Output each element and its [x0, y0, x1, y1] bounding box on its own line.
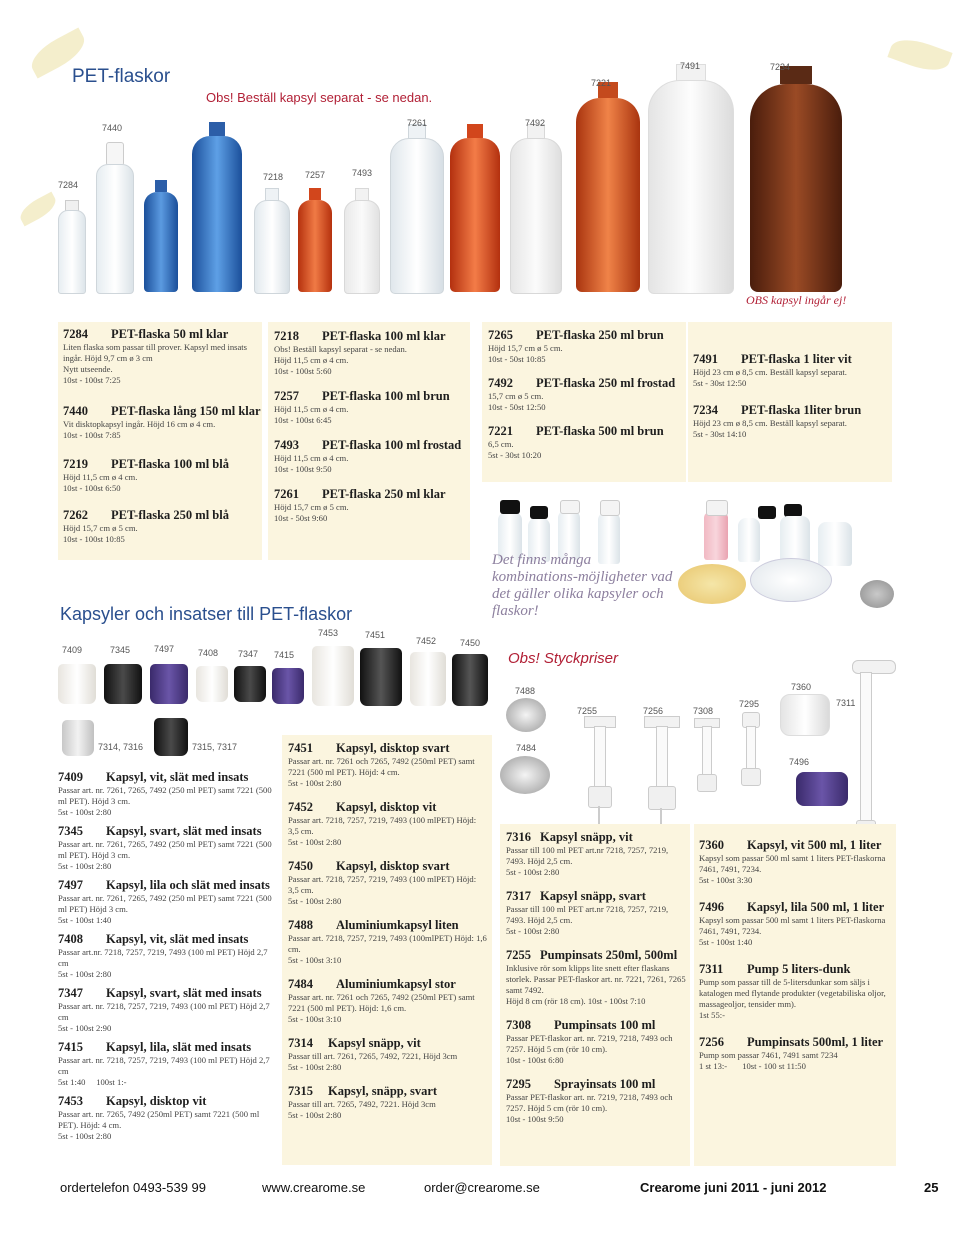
bottle-7219 — [144, 180, 178, 292]
bottle-7221 — [576, 82, 640, 292]
bottle-7261 — [390, 124, 442, 292]
cap-7450 — [452, 654, 488, 706]
bottle-7257 — [298, 188, 332, 292]
product-7491: 7491 PET-flaska 1 liter vit Höjd 23 cm ø 8,5 cm. Beställ kapsyl separat. 5st - 30st 12:50 — [693, 352, 852, 388]
label-7234: 7234 — [770, 62, 791, 72]
bottle-7218 — [254, 188, 288, 292]
pump-7256 — [640, 716, 684, 826]
label-7451: 7451 — [365, 630, 386, 640]
caps-col4 — [694, 824, 896, 1166]
label-7491: 7491 — [680, 61, 701, 71]
label-7221: 7221 — [591, 78, 612, 88]
label-7255: 7255 — [577, 706, 598, 716]
product-7484: 7484 Aluminiumkapsyl stor Passar art. nr. 7261 och 7265, 7492 (250ml PET) samt 7221 (500 ml PET). Höjd: 1,6 cm. 5st - 100st 3:10 — [288, 977, 475, 1024]
pump-7311 — [852, 660, 902, 840]
label-7453: 7453 — [318, 628, 339, 638]
footer-email-link[interactable]: order@crearome.se — [424, 1180, 540, 1195]
caps-col3 — [500, 824, 690, 1166]
product-7308: 7308 Pumpinsats 100 ml Passar PET-flaskor art. nr. 7219, 7218, 7493 och 7257. Höjd 5 cm (rör 10 cm). 10st - 100st 6:80 — [506, 1018, 673, 1065]
cap-7408 — [196, 666, 228, 702]
label-7315-7317: 7315, 7317 — [192, 742, 238, 752]
label-7345: 7345 — [110, 645, 131, 655]
product-7265: 7265 PET-flaska 250 ml brun Höjd 15,7 cm ø 5 cm. 10st - 50st 10:85 — [488, 328, 664, 364]
product-7255: 7255 Pumpinsats 250ml, 500ml Inklusive rör som klipps lite snett efter flaskans storlek. Passar PET-flaskor art. nr. 7221, 7261, 7265 samt 7492. Höjd 8 cm (rör 18 cm). 10st - 100st 7:10 — [506, 948, 686, 1006]
product-7453: 7453 Kapsyl, disktop vit Passar art. nr. 7265, 7492 (250ml PET) samt 7221 (500 ml PET). Höjd: 4 cm. 5st - 100st 2:80 — [58, 1094, 260, 1141]
product-7497: 7497 Kapsyl, lila och slät med insats Passar art. nr. 7261, 7265, 7492 (250 ml PET) samt 7221 (500 ml PET) Höjd 3 cm. 5st - 100st 1:40 — [58, 878, 272, 925]
product-7345: 7345 Kapsyl, svart, slät med insats Passar art. nr. 7261, 7265, 7492 (250 ml PET) samt 7221 (500 ml PET). Höjd 3 cm. 5st - 100st 2:80 — [58, 824, 272, 871]
product-7218: 7218 PET-flaska 100 ml klar Obs! Beställ kapsyl separat - se nedan. Höjd 11,5 cm ø 4 cm. 10st - 100st 5:60 — [274, 329, 446, 376]
bottle-7440 — [96, 142, 132, 292]
cap-7415 — [272, 668, 304, 704]
cap-7452 — [410, 652, 446, 706]
label-7484: 7484 — [516, 743, 537, 753]
product-7440: 7440 PET-flaska lång 150 ml klar Vit disktopkapsyl ingår. Höjd 16 cm ø 4 cm. 10st - 100st 7:85 — [63, 404, 261, 440]
label-7497: 7497 — [154, 644, 175, 654]
pump-7255 — [580, 716, 620, 826]
label-7492: 7492 — [525, 118, 546, 128]
label-7308: 7308 — [693, 706, 714, 716]
product-7493: 7493 PET-flaska 100 ml frostad Höjd 11,5 cm ø 4 cm. 10st - 100st 9:50 — [274, 438, 462, 474]
label-7347: 7347 — [238, 649, 259, 659]
label-7415: 7415 — [274, 650, 295, 660]
pump-7308 — [692, 718, 722, 808]
product-7221: 7221 PET-flaska 500 ml brun 6,5 cm. 5st - 30st 10:20 — [488, 424, 664, 460]
spray-7295 — [736, 712, 766, 802]
label-7295: 7295 — [739, 699, 760, 709]
product-7219: 7219 PET-flaska 100 ml blå Höjd 11,5 cm ø 4 cm. 10st - 100st 6:50 — [63, 457, 229, 493]
bottle-7234 — [750, 66, 842, 292]
label-7450: 7450 — [460, 638, 481, 648]
cap-7360 — [780, 694, 830, 736]
product-7256: 7256 Pumpinsats 500ml, 1 liter Pump som passar 7461, 7491 samt 7234 1 st 13:- 10st - 100 st 11:50 — [699, 1035, 884, 1071]
product-7347: 7347 Kapsyl, svart, slät med insats Passar art. nr. 7218, 7257, 7219, 7493 (100 ml PET) Höjd 2,7 cm 5st - 100st 2:90 — [58, 986, 270, 1033]
bottles-photo — [50, 60, 870, 292]
page-title: PET-flaskor — [72, 66, 171, 87]
product-7360: 7360 Kapsyl, vit 500 ml, 1 liter Kapsyl som passar 500 ml samt 1 liters PET-flaskorna 7461, 7491, 7234. 5st - 100st 3:30 — [699, 838, 886, 885]
label-7261: 7261 — [407, 118, 428, 128]
cap-7484 — [500, 756, 550, 794]
label-7284: 7284 — [58, 180, 79, 190]
bottle-7284 — [58, 200, 84, 292]
label-7493: 7493 — [352, 168, 373, 178]
product-7317: 7317 Kapsyl snäpp, svart Passar till 100 ml PET art.nr 7218, 7257, 7219, 7493. Höjd 2,5 cm. 5st - 100st 2:80 — [506, 889, 669, 936]
label-7311: 7311 — [836, 698, 856, 708]
product-7451: 7451 Kapsyl, disktop svart Passar art. nr. 7261 och 7265, 7492 (250ml PET) samt 7221 (500 ml PET). Höjd: 4 cm. 5st - 100st 2:80 — [288, 741, 475, 788]
label-7496: 7496 — [789, 757, 810, 767]
product-box-col1 — [58, 322, 262, 560]
obs-cap-note: OBS kapsyl ingår ej! — [746, 293, 847, 307]
product-7316: 7316 Kapsyl snäpp, vit Passar till 100 ml PET art.nr 7218, 7257, 7219, 7493. Höjd 2,5 cm. 5st - 100st 2:80 — [506, 830, 669, 877]
unit-price-note: Obs! Styckpriser — [508, 650, 619, 667]
product-7408: 7408 Kapsyl, vit, slät med insats Passar art.nr. 7218, 7257, 7219, 7493 (100 ml PET) Höjd 2,7 cm 5st - 100st 2:80 — [58, 932, 268, 979]
product-7450: 7450 Kapsyl, disktop svart Passar art. 7218, 7257, 7219, 7493 (100 mlPET) Höjd: 3,5 cm. 5st - 100st 2:80 — [288, 859, 477, 906]
page-number: 25 — [924, 1180, 939, 1195]
bottle-7262 — [192, 122, 242, 292]
cap-7314-7316 — [62, 720, 94, 756]
decor-leaf-right — [887, 33, 952, 78]
product-7488: 7488 Aluminiumkapsyl liten Passar art. 7218, 7257, 7219, 7493 (100mlPET) Höjd: 1,6 cm. 5st - 100st 3:10 — [288, 918, 487, 965]
product-7284: 7284 PET-flaska 50 ml klar Liten flaska som passar till prover. Kapsyl med insats ingår. Höjd 9,7 cm ø 3 cm Nytt utseende. 10st - 100st 7:25 — [63, 327, 248, 385]
caps-col2 — [282, 735, 492, 1165]
product-7492: 7492 PET-flaska 250 ml frostad 15,7 cm ø 5 cm. 10st - 50st 12:50 — [488, 376, 676, 412]
cap-7451 — [360, 648, 402, 706]
label-7452: 7452 — [416, 636, 437, 646]
label-7488: 7488 — [515, 686, 536, 696]
product-box-col3 — [482, 322, 686, 482]
product-7409: 7409 Kapsyl, vit, slät med insats Passar art. nr. 7261, 7265, 7492 (250 ml PET) samt 7221 (500 ml PET). Höjd 3 cm. 5st - 100st 2:80 — [58, 770, 272, 817]
product-7314: 7314 Kapsyl snäpp, vit Passar till art. 7261, 7265, 7492, 7221, Höjd 3cm 5st - 100st 2:80 — [288, 1036, 458, 1072]
bottle-7493 — [344, 188, 378, 292]
product-7315: 7315 Kapsyl, snäpp, svart Passar till art. 7265, 7492, 7221. Höjd 3cm 5st - 100st 2:80 — [288, 1084, 438, 1120]
product-7257: 7257 PET-flaska 100 ml brun Höjd 11,5 cm ø 4 cm. 10st - 100st 6:45 — [274, 389, 450, 425]
product-7234: 7234 PET-flaska 1liter brun Höjd 23 cm ø 8,5 cm. Beställ kapsyl separat. 5st - 30st 14:10 — [693, 403, 862, 439]
product-7295: 7295 Sprayinsats 100 ml Passar PET-flaskor art. nr. 7219, 7218, 7493 och 7257. Höjd 5 cm (rör 10 cm). 10st - 100st 9:50 — [506, 1077, 673, 1124]
product-box-col2 — [268, 322, 470, 560]
caps-section-title: Kapsyler och insatser till PET-flaskor — [60, 604, 353, 624]
label-7408: 7408 — [198, 648, 219, 658]
cap-7488 — [506, 698, 546, 732]
bottle-7491 — [648, 64, 732, 292]
cap-7453 — [312, 646, 354, 706]
order-note: Obs! Beställ kapsyl separat - se nedan. — [206, 90, 433, 105]
product-7496: 7496 Kapsyl, lila 500 ml, 1 liter Kapsyl som passar 500 ml samt 1 liters PET-flaskorna 7461, 7491, 7234. 5st - 100st 1:40 — [699, 900, 886, 947]
label-7257: 7257 — [305, 170, 326, 180]
footer-website-link[interactable]: www.crearome.se — [262, 1180, 366, 1195]
cap-7315-7317 — [154, 718, 188, 756]
caps-col1 — [58, 770, 273, 1168]
footer-catalog-title: Crearome juni 2011 - juni 2012 — [640, 1180, 827, 1195]
cap-7345 — [104, 664, 142, 704]
bottle-7265 — [450, 124, 500, 292]
cap-7497 — [150, 664, 188, 704]
product-7262: 7262 PET-flaska 250 ml blå Höjd 15,7 cm ø 5 cm. 10st - 100st 10:85 — [63, 508, 229, 544]
cap-7409 — [58, 664, 96, 704]
product-7311: 7311 Pump 5 liters-dunk Pump som passar till de 5-litersdunkar som säljs i katalogen med flytande produkter (vegetabiliska oljor, massageoljor, tensider mm). 1st 55:- — [699, 962, 886, 1020]
label-7409: 7409 — [62, 645, 83, 655]
label-7314-7316: 7314, 7316 — [98, 742, 144, 752]
product-box-col4 — [688, 322, 892, 482]
combination-note: Det finns många kombinations-möjligheter vad det gäller olika kapsyler och flaskor! — [492, 552, 673, 619]
bottle-7492 — [510, 124, 560, 292]
footer-phone: ordertelefon 0493-539 99 — [60, 1180, 207, 1195]
label-7218: 7218 — [263, 172, 284, 182]
product-7261: 7261 PET-flaska 250 ml klar Höjd 15,7 cm ø 5 cm. 10st - 50st 9:60 — [274, 487, 446, 523]
cap-7496 — [796, 772, 848, 806]
label-7440: 7440 — [102, 123, 123, 133]
cap-7347 — [234, 666, 266, 702]
label-7256: 7256 — [643, 706, 664, 716]
label-7360: 7360 — [791, 682, 812, 692]
product-7452: 7452 Kapsyl, disktop vit Passar art. 7218, 7257, 7219, 7493 (100 mlPET) Höjd: 3,5 cm. 5st - 100st 2:80 — [288, 800, 477, 847]
product-7415: 7415 Kapsyl, lila, slät med insats Passar art. nr. 7218, 7257, 7219, 7493 (100 ml PET) Höjd 2,7 cm 5st 1:40 100st 1:- — [58, 1040, 270, 1087]
